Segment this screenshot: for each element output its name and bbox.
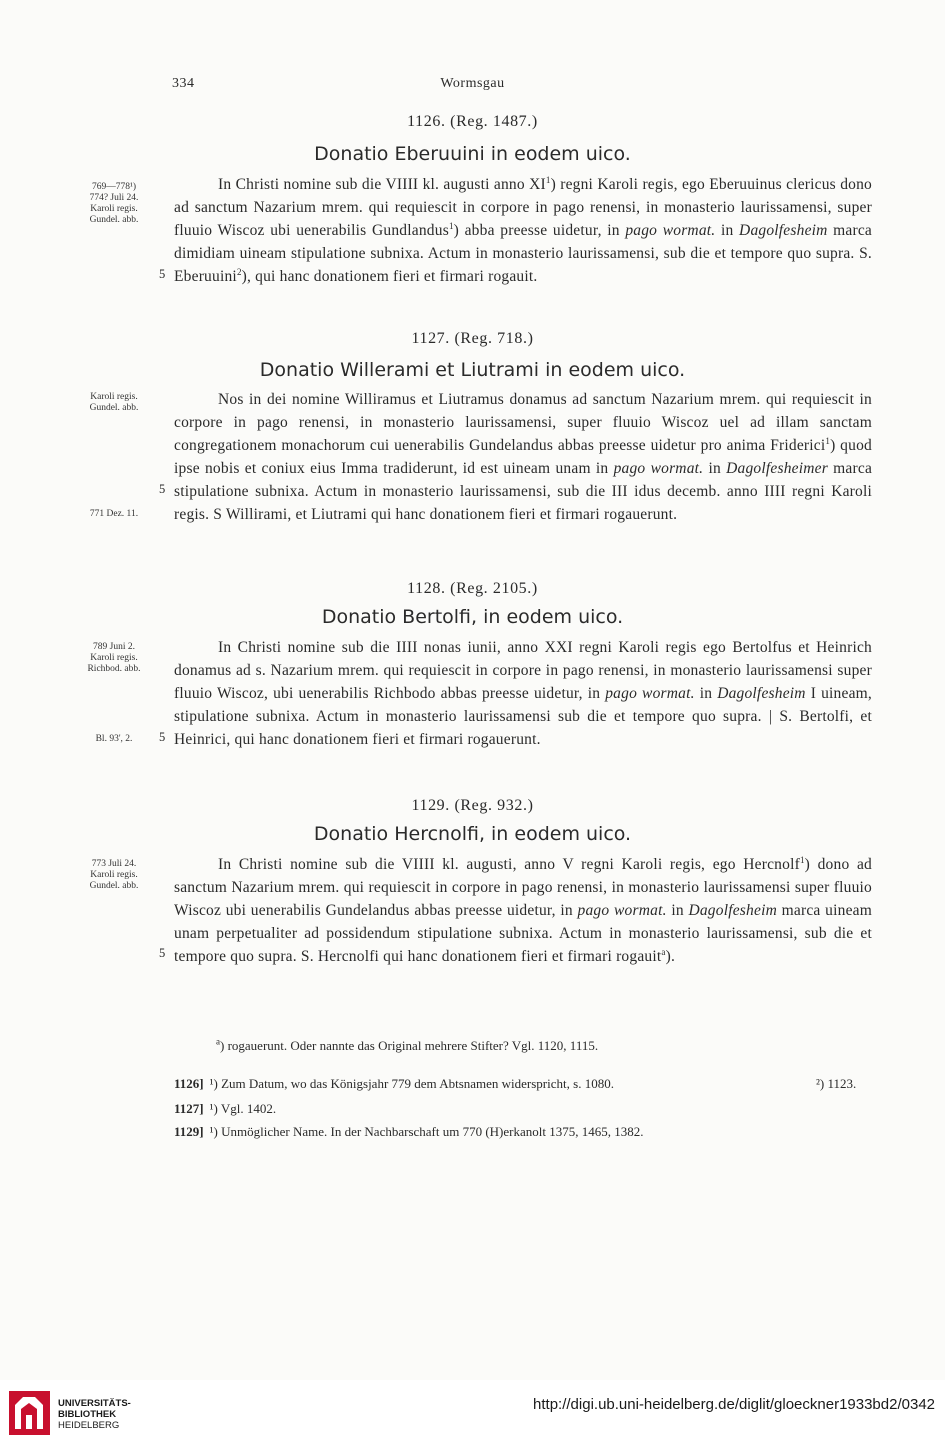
charter-number: 1129. (Reg. 932.) (411, 797, 534, 814)
source-url-link[interactable]: http://digi.ub.uni-heidelberg.de/diglit/gloeckner1933bd2/0342 (533, 1396, 935, 1413)
library-line-3: HEIDELBERG (58, 1420, 120, 1431)
note-1127: 1127] ¹) Vgl. 1402. (174, 1101, 277, 1116)
charter-text: In Christi nomine sub die VIIII kl. augusti, anno V regni Karoli regis, ego Hercnolf$^1$) dono ad sanctum Nazarium mrem. qui requiescit in corpore in pago renensi, in monasterio laurissamensi super fluuio Wiscoz ubi uenerabilis Gundelandus abbas preesse uidetur, in pago wormat. in Dagolfesheim marca uineam unam perpetualiter ad possidendum stipulatione subnixa. Actum in monasterio laurissamensi, sub die et tempore quo supra. S. Hercnolfi qui hanc donationem fieri et firmari rogauit$^a$). (174, 854, 872, 965)
margin-date: 773 Juli 24. (91, 859, 137, 869)
footer-bar (0, 1380, 945, 1451)
line-number: 5 (159, 267, 166, 281)
library-name (58, 1398, 131, 1431)
library-line-2: BIBLIOTHEK (58, 1409, 117, 1420)
charter-title: Donatio Eberuuini in eodem uico. (314, 143, 631, 165)
margin-note (74, 509, 154, 520)
margin-date-range: 769—778¹) (91, 182, 136, 192)
charter-title: Donatio Bertolfi, in eodem uico. (321, 606, 624, 628)
margin-reign: Karoli regis. (90, 870, 138, 880)
page-number: 334 (172, 76, 195, 91)
margin-abbot: Gundel. abb. (89, 403, 139, 413)
margin-note (74, 734, 154, 745)
running-title: Wormsgau (440, 76, 505, 91)
margin-reign: Karoli regis. (90, 653, 138, 663)
line-number: 5 (159, 946, 166, 960)
charter-title: Donatio Willerami et Liutrami in eodem uico. (259, 359, 686, 381)
library-logo-icon (7, 1389, 52, 1437)
charter-number: 1126. (Reg. 1487.) (407, 113, 538, 130)
charter-text: Nos in dei nomine Williramus et Liutramus donamus ad sanctum Nazarium mrem. qui requiescit in corpore in pago renensi, in monasterio laurissamensi, super fluuio Wiscoz uel ad illam sanctam congregationem monachorum cui uenerabilis Gundelandus abbas preesse uidetur pro anima Friderici$^1$) quod ipse nobis et coniux eius Imma tradiderunt, id est uineam unam in pago wormat. in Dagolfesheimer marca stipulatione subnixa. Actum in monasterio laurissamensi, sub die III idus decemb. anno IIII regni Karoli regis. S Willirami, et Liutrami qui hanc donationem fieri et firmari rogauerunt. (174, 391, 873, 523)
margin-note (74, 642, 154, 675)
charter-text: In Christi nomine sub die VIIII kl. augusti anno $XI^1$) regni Karoli regis, ego Eberuuinus clericus dono ad sanctum Nazarium mrem. qui requiescit in corpore in pago renensi, in monasterio laurissamensi, super fluuio Wiscoz ubi uenerabilis Gundlandus$^1$) abba preesse uidetur, in pago wormat. in Dagolfesheim marca dimidiam uineam stipulatione subnixa. Actum in monasterio laurissamensi, sub die et tempore quo supra. S. Eberuuini$^2$), qui hanc donationem fieri et firmari rogauit. (174, 174, 873, 285)
margin-abbot: Gundel. abb. (89, 215, 139, 225)
line-number: 5 (159, 482, 166, 496)
margin-reign: Karoli regis. (90, 204, 138, 214)
charter-number: 1127. (Reg. 718.) (411, 330, 534, 347)
margin-note (74, 182, 154, 226)
note-1129: 1129] ¹) Unmöglicher Name. In der Nachbarschaft um 770 (H)erkanolt 1375, 1465, 1382. (174, 1124, 644, 1139)
charter-text: In Christi nomine sub die IIII nonas iunii, anno XXI regni Karoli regis ego Bertolfus et Heinrich donamus ad s. Nazarium mrem. qui requiescit in corpore in pago renensi, in monasterio laurissamensi super fluuio Wiscoz, ubi uenerabilis Richbodo abbas preesse uidetur, in pago wormat. in Dagolfesheim I uineam, stipulatione subnixa. Actum in monasterio laurissamensi sub die et tempore quo supra. | S. Bertolfi, et Heinrici, qui hanc donationem fieri et firmari rogauerunt. (174, 639, 872, 748)
margin-note (74, 859, 154, 892)
footnote-a: $^a$) rogauerunt. Oder nannte das Original mehrere Stifter? Vgl. 1120, 1115. (216, 1036, 599, 1053)
margin-reign: Karoli regis. (90, 392, 138, 402)
note-1126-second: ²) 1123. (816, 1076, 857, 1091)
margin-date: 771 Dez. 11. (89, 509, 139, 519)
line-number: 5 (159, 730, 166, 744)
page-header (0, 76, 945, 96)
margin-abbot: Gundel. abb. (89, 881, 139, 891)
margin-date: 789 Juni 2. (93, 642, 135, 652)
charter-number: 1128. (Reg. 2105.) (407, 580, 538, 597)
note-1126: 1126] ¹) Zum Datum, wo das Königsjahr 779 dem Abtsnamen widerspricht, s. 1080. ²) 1123. (174, 1076, 857, 1091)
margin-date: 774? Juli 24. (89, 193, 139, 203)
margin-folio: Bl. 93', 2. (95, 734, 133, 744)
margin-abbot: Richbod. abb. (87, 664, 141, 674)
charter-title: Donatio Hercnolfi, in eodem uico. (313, 823, 632, 845)
margin-note (74, 392, 154, 414)
library-line-1: UNIVERSITÄTS- (58, 1398, 131, 1409)
